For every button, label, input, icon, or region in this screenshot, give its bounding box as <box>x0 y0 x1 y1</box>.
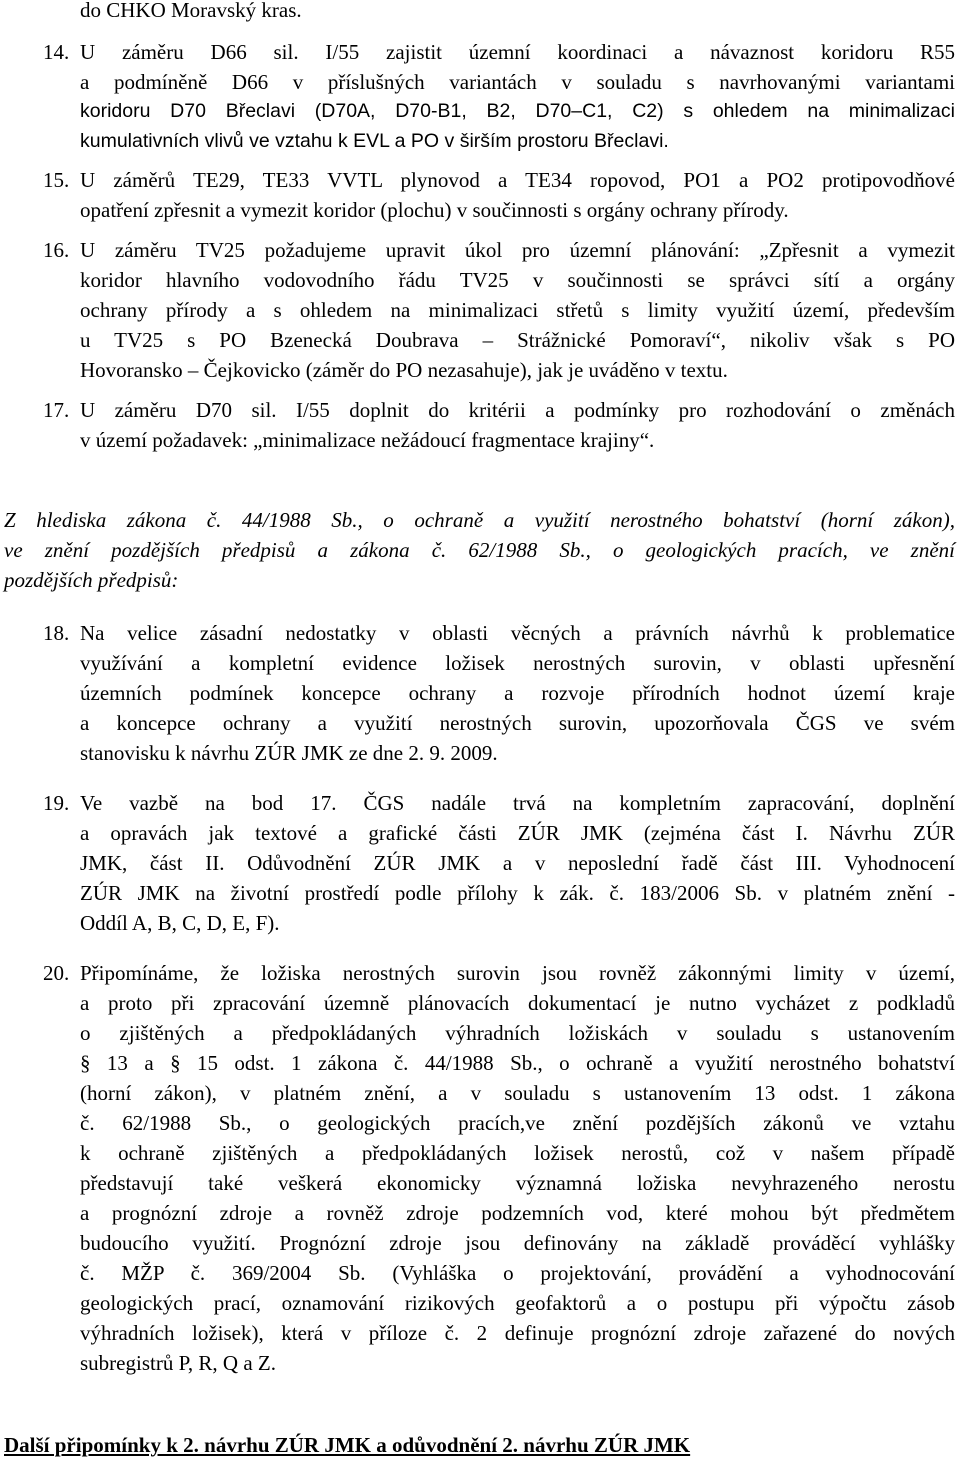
item-15-line: U záměrů TE29, TE33 VVTL plynovod a TE34 ropovod, PO1 a PO2 protipovodňové <box>80 168 955 192</box>
item-20-line: k ochraně zjištěných a předpokládaných ložisek nerostů, což v našem případě <box>80 1141 955 1165</box>
item-20-line: subregistrů P, R, Q a Z. <box>80 1351 276 1375</box>
item-17-line: U záměru D70 sil. I/55 doplnit do kritérii a podmínky pro rozhodování o změnách <box>80 398 955 422</box>
item-18-line: územních podmínek koncepce ochrany a rozvoje přírodních hodnot území kraje <box>80 681 955 705</box>
law-heading-line: Z hlediska zákona č. 44/1988 Sb., o ochraně a využití nerostného bohatství (horní zákon), <box>4 508 955 532</box>
item-14-line: U záměru D66 sil. I/55 zajistit územní koordinaci a návaznost koridoru R55 <box>80 40 955 64</box>
item-20-line: představují také veškerá ekonomicky významná ložiska nevyhrazeného nerostu <box>80 1171 955 1195</box>
item-20-line: geologických prací, oznamování rizikových geofaktorů a o postupu při výpočtu zásob <box>80 1291 955 1315</box>
item-16-line: Hovoransko – Čejkovicko (záměr do PO nezasahuje), jak je uváděno v textu. <box>80 358 728 382</box>
item-20-line: budoucího využití. Prognózní zdroje jsou definovány na základě prováděcí vyhlášky <box>80 1231 955 1255</box>
item-20-line: č. 62/1988 Sb., o geologických pracích,ve znění pozdějších zákonů ve vztahu <box>80 1111 955 1135</box>
item-19-line: Ve vazbě na bod 17. ČGS nadále trvá na kompletním zapracování, doplnění <box>80 791 955 815</box>
item-14-line: kumulativních vlivů ve vztahu k EVL a PO v širším prostoru Břeclavi. <box>80 130 669 152</box>
item-19-line: ZÚR JMK na životní prostředí podle přílohy k zák. č. 183/2006 Sb. v platném znění - <box>80 881 955 905</box>
item-16-line: koridor hlavního vodovodního řádu TV25 v součinnosti se správci sítí a orgány <box>80 268 955 292</box>
item-20-line: o zjištěných a předpokládaných výhradních ložiskách v souladu s ustanovením <box>80 1021 955 1045</box>
item-19-line: JMK, část II. Odůvodnění ZÚR JMK a v neposlední řadě část III. Vyhodnocení <box>80 851 955 875</box>
footer-heading: Další připomínky k 2. návrhu ZÚR JMK a odůvodnění 2. návrhu ZÚR JMK <box>4 1433 691 1457</box>
item-16-line: ochrany přírody a s ohledem na minimalizaci střetů s limity využití území, především <box>80 298 955 322</box>
item-19-line: a opravách jak textové a grafické části ZÚR JMK (zejména část I. Návrhu ZÚR <box>80 821 955 845</box>
item-18-line: Na velice zásadní nedostatky v oblasti věcných a právních návrhů k problematice <box>80 621 955 645</box>
item-14-line: a podmíněně D66 v příslušných variantách v souladu s navrhovanými variantami <box>80 70 955 94</box>
item-20-line: a prognózní zdroje a rovněž zdroje podzemních vod, které mohou být předmětem <box>80 1201 955 1225</box>
law-heading-line: ve znění pozdějších předpisů a zákona č. 62/1988 Sb., o geologických pracích, ve znění <box>4 538 955 562</box>
item-15-line: opatření zpřesnit a vymezit koridor (plochu) v součinnosti s orgány ochrany přírody. <box>80 198 789 222</box>
item-16-number: 16. <box>43 238 70 262</box>
item-19-line: Oddíl A, B, C, D, E, F). <box>80 911 280 935</box>
item-20-line: § 13 a § 15 odst. 1 zákona č. 44/1988 Sb., o ochraně a využití nerostného bohatství <box>80 1051 955 1075</box>
item-14-line: koridoru D70 Břeclavi (D70A, D70-B1, B2, D70–C1, C2) s ohledem na minimalizaci <box>80 100 955 122</box>
item-17-number: 17. <box>43 398 70 422</box>
item-20-line: Připomínáme, že ložiska nerostných surovin jsou rovněž zákonnými limity v území, <box>80 961 955 985</box>
item-20-line: výhradních ložisek), která v příloze č. 2 definuje prognózní zdroje zařazené do nových <box>80 1321 955 1345</box>
item-18-line: a koncepce ochrany a využití nerostných surovin, upozorňovala ČGS ve svém <box>80 711 955 735</box>
item-18-line: využívání a kompletní evidence ložisek nerostných surovin, v oblasti upřesnění <box>80 651 955 675</box>
item-17-line: v území požadavek: „minimalizace nežádoucí fragmentace krajiny“. <box>80 428 655 452</box>
item-20-line: č. MŽP č. 369/2004 Sb. (Vyhláška o projektování, provádění a vyhodnocování <box>80 1261 955 1285</box>
item-18-number: 18. <box>43 621 70 645</box>
item-15-number: 15. <box>43 168 70 192</box>
item-16-line: U záměru TV25 požadujeme upravit úkol pro územní plánování: „Zpřesnit a vymezit <box>80 238 955 262</box>
item-20-line: (horní zákon), v platném znění, a v souladu s ustanovením 13 odst. 1 zákona <box>80 1081 955 1105</box>
item-19-number: 19. <box>43 791 70 815</box>
law-heading-line: pozdějších předpisů: <box>4 568 179 592</box>
item-18-line: stanovisku k návrhu ZÚR JMK ze dne 2. 9. 2009. <box>80 741 498 765</box>
item-20-line: a proto při zpracování územně plánovacích dokumentací je nutno vycházet z podkladů <box>80 991 955 1015</box>
top-line: do CHKO Moravský kras. <box>80 0 302 22</box>
item-14-number: 14. <box>43 40 70 64</box>
item-16-line: u TV25 s PO Bzenecká Doubrava – Strážnické Pomoraví“, nikoliv však s PO <box>80 328 955 352</box>
item-20-number: 20. <box>43 961 70 985</box>
